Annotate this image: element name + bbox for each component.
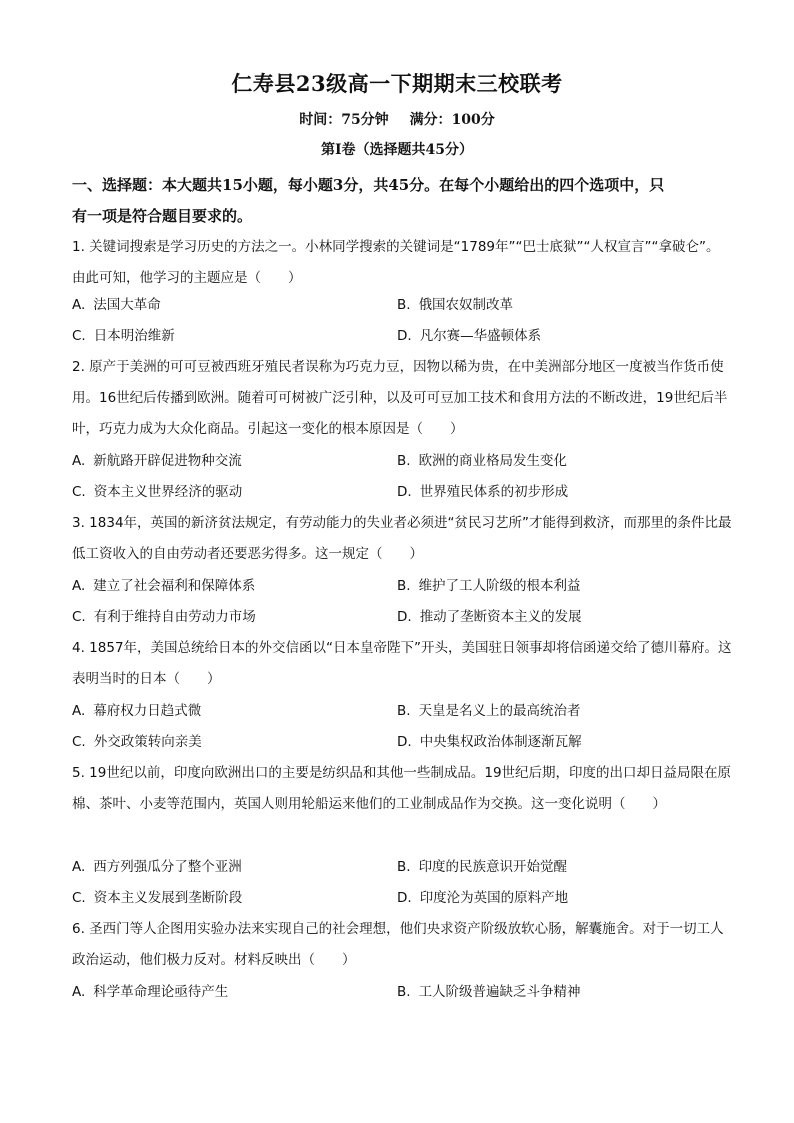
option-letter: B. bbox=[397, 984, 411, 1000]
option-d bbox=[397, 321, 541, 352]
option-letter: A. bbox=[72, 578, 86, 594]
option-letter: C. bbox=[72, 484, 86, 500]
option-row bbox=[72, 290, 732, 321]
question-stem-6: 6. 圣西门等人企图用实验办法来实现自己的社会理想，他们央求资产阶级放软心肠，解囊施舍。对于一切工人政治运动，他们极力反对。材料反映出（ ） bbox=[72, 921, 724, 968]
option-text: 凡尔赛—华盛顿体系 bbox=[419, 328, 542, 344]
option-text: 印度沦为英国的原料产地 bbox=[419, 890, 569, 906]
option-letter: A. bbox=[72, 859, 86, 875]
question-stem-3: 3. 1834年，英国的新济贫法规定，有劳动能力的失业者必须进“贫民习艺所”才能得到救济，而那里的条件比最低工资收入的自由劳动者还要恶劣得多。这一规定（ ） bbox=[72, 515, 732, 562]
question-options-1 bbox=[72, 290, 732, 352]
option-letter: C. bbox=[72, 734, 86, 750]
option-c bbox=[72, 602, 256, 633]
option-a bbox=[72, 852, 242, 883]
option-b bbox=[397, 852, 567, 883]
option-d bbox=[397, 602, 582, 633]
option-letter: A. bbox=[72, 297, 86, 313]
option-text: 维护了工人阶级的根本利益 bbox=[418, 578, 581, 594]
option-row bbox=[72, 852, 732, 883]
option-text: 中央集权政治体制逐渐瓦解 bbox=[419, 734, 582, 750]
option-letter: B. bbox=[397, 297, 411, 313]
exam-title: 仁寿县23级高一下期期末三校联考 bbox=[231, 71, 563, 96]
option-row bbox=[72, 696, 732, 727]
option-row bbox=[72, 727, 732, 758]
option-b bbox=[397, 696, 581, 727]
option-row bbox=[72, 977, 732, 1008]
option-letter: D. bbox=[397, 890, 412, 906]
volume-heading: 第Ⅰ卷（选择题共45分） bbox=[320, 142, 474, 158]
option-row bbox=[72, 602, 732, 633]
exam-time: 时间：75分钟 bbox=[299, 112, 389, 128]
option-row bbox=[72, 446, 732, 477]
option-text: 外交政策转向亲美 bbox=[93, 734, 202, 750]
question-options-6 bbox=[72, 977, 732, 1008]
option-text: 推动了垄断资本主义的发展 bbox=[419, 609, 582, 625]
option-text: 俄国农奴制改革 bbox=[418, 297, 514, 313]
option-letter: C. bbox=[72, 890, 86, 906]
option-letter: B. bbox=[397, 703, 411, 719]
question-options-2 bbox=[72, 446, 732, 508]
option-c bbox=[72, 321, 175, 352]
option-text: 科学革命理论亟待产生 bbox=[93, 984, 229, 1000]
option-c bbox=[72, 883, 242, 914]
option-a bbox=[72, 446, 242, 477]
question-stem-1: 1. 关键词搜索是学习历史的方法之一。小林同学搜索的关键词是“1789年”“巴士底狱”“人权宣言”“拿破仑”。由此可知，他学习的主题应是（ ） bbox=[72, 239, 720, 286]
option-c bbox=[72, 477, 242, 508]
option-row bbox=[72, 571, 732, 602]
option-b bbox=[397, 977, 581, 1008]
section-line-1: 一、选择题：本大题共15小题，每小题3分，共45分。在每个小题给出的四个选项中，只 bbox=[72, 176, 665, 194]
option-b bbox=[397, 571, 581, 602]
option-letter: D. bbox=[397, 609, 412, 625]
option-letter: D. bbox=[397, 734, 412, 750]
option-a bbox=[72, 290, 161, 321]
section-line-2: 有一项是符合题目要求的。 bbox=[72, 207, 253, 225]
option-letter: D. bbox=[397, 328, 412, 344]
option-b bbox=[397, 446, 567, 477]
option-letter: B. bbox=[397, 578, 411, 594]
option-text: 新航路开辟促进物种交流 bbox=[93, 453, 242, 469]
option-letter: B. bbox=[397, 859, 411, 875]
option-letter: B. bbox=[397, 453, 411, 469]
question-stem-2: 2. 原产于美洲的可可豆被西班牙殖民者误称为巧克力豆，因物以稀为贵，在中美洲部分地区一度被当作货币使用。16世纪后传播到欧洲。随着可可树被广泛引种，以及可可豆加工技术和食用方法的不断改进，19世纪后半叶，巧克力成为大众化商品。引起这一变化的根本原因是（ ） bbox=[72, 359, 728, 437]
exam-score: 满分：100分 bbox=[409, 112, 495, 128]
option-b bbox=[397, 290, 513, 321]
option-text: 欧洲的商业格局发生变化 bbox=[418, 453, 568, 469]
option-text: 天皇是名义上的最高统治者 bbox=[418, 703, 581, 719]
exam-info bbox=[0, 109, 794, 129]
option-text: 有利于维持自由劳动力市场 bbox=[93, 609, 256, 625]
question-options-5 bbox=[72, 852, 732, 914]
option-row bbox=[72, 477, 732, 508]
option-letter: A. bbox=[72, 703, 86, 719]
option-text: 建立了社会福利和保障体系 bbox=[93, 578, 256, 594]
option-text: 幕府权力日趋式微 bbox=[93, 703, 202, 719]
option-a bbox=[72, 571, 255, 602]
question-stem-5: 5. 19世纪以前，印度向欧洲出口的主要是纺织品和其他一些制成品。19世纪后期，印度的出口却日益局限在原棉、茶叶、小麦等范围内，英国人则用轮船运来他们的工业制成品作为交换。这一变化说明（ ） bbox=[72, 765, 732, 812]
option-text: 资本主义发展到垄断阶段 bbox=[93, 890, 243, 906]
option-letter: A. bbox=[72, 984, 86, 1000]
option-row bbox=[72, 883, 732, 914]
option-text: 法国大革命 bbox=[93, 297, 161, 313]
option-letter: A. bbox=[72, 453, 86, 469]
option-d bbox=[397, 477, 568, 508]
option-a bbox=[72, 696, 201, 727]
question-options-3 bbox=[72, 571, 732, 633]
section-instructions bbox=[72, 170, 732, 232]
option-d bbox=[397, 883, 568, 914]
option-letter: C. bbox=[72, 609, 86, 625]
option-a bbox=[72, 977, 228, 1008]
option-c bbox=[72, 727, 202, 758]
option-row bbox=[72, 321, 732, 352]
option-letter: C. bbox=[72, 328, 86, 344]
option-text: 印度的民族意识开始觉醒 bbox=[418, 859, 568, 875]
option-text: 资本主义世界经济的驱动 bbox=[93, 484, 243, 500]
option-d bbox=[397, 727, 582, 758]
option-text: 西方列强瓜分了整个亚洲 bbox=[93, 859, 242, 875]
question-stem-4: 4. 1857年，美国总统给日本的外交信函以“日本皇帝陛下”开头，美国驻日领事却将信函递交给了德川幕府。这表明当时的日本（ ） bbox=[72, 640, 732, 687]
option-text: 工人阶级普遍缺乏斗争精神 bbox=[418, 984, 581, 1000]
option-letter: D. bbox=[397, 484, 412, 500]
option-text: 世界殖民体系的初步形成 bbox=[419, 484, 569, 500]
question-options-4 bbox=[72, 696, 732, 758]
option-text: 日本明治维新 bbox=[93, 328, 175, 344]
